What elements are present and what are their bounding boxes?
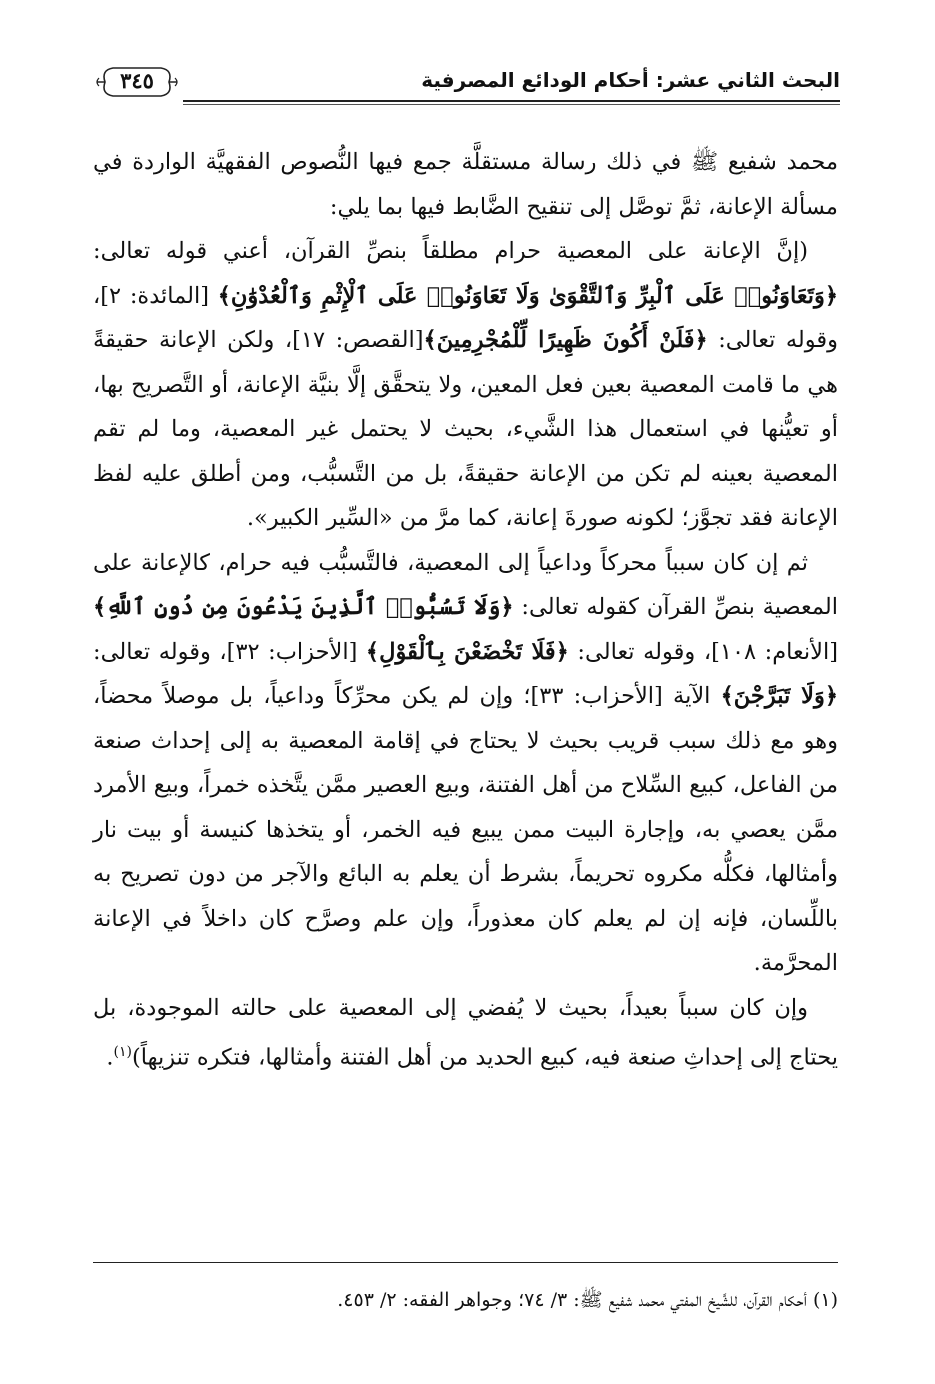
header-rule: [183, 100, 840, 102]
paragraph-1: محمد شفيع ﷺ في ذلك رسالة مستقلَّة جمع فيها النُّصوص الفقهيَّة الواردة في مسألة الإعانة، ثمَّ توصَّل إلى تنقيح الضَّابط فيها بما يلي:: [93, 149, 838, 220]
quran-verse: ﴿وَتَعَاوَنُوا۟ عَلَى ٱلْبِرِّ وَٱلتَّقْوَىٰ وَلَا تَعَاوَنُوا۟ عَلَى ٱلْإِثْمِ وَٱلْعُدْوَٰنِ﴾: [217, 282, 838, 309]
header-rule-thin: [183, 104, 840, 105]
quran-verse: ﴿فَلَنْ أَكُونَ ظَهِيرًا لِّلْمُجْرِمِينَ﴾: [423, 327, 708, 353]
quran-verse: ﴿فَلَا تَخْضَعْنَ بِٱلْقَوْلِ﴾: [365, 638, 569, 665]
quran-verse: ﴿وَلَا تَسُبُّوا۟ ٱلَّذِينَ يَدْعُونَ مِن دُونِ ٱللَّهِ﴾: [93, 594, 514, 620]
running-header: [95, 58, 840, 106]
paragraph-2: (إنَّ الإعانة على المعصية حرام مطلقاً بنصِّ القرآن، أعني قوله تعالى: ﴿وَتَعَاوَنُوا۟ عَلَى ٱلْبِرِّ وَٱلتَّقْوَىٰ وَلَا تَعَاوَنُوا۟ عَلَى ٱلْإِثْمِ وَٱلْعُدْوَٰنِ﴾ [المائدة: ٢]، وقوله تعالى: ﴿فَلَنْ أَكُونَ ظَهِيرًا لِّلْمُجْرِمِينَ﴾[القصص: ١٧]، ولكن الإعانة حقيقةً هي ما قامت المعصية بعين فعل المعين، ولا يتحقَّق إلَّا بنيَّة الإعانة، أو التَّصريح بها، أو تعيُّنها في استعمال هذا الشَّيء، بحيث لا يحتمل غير المعصية، وما لم تقم المعصية بعينه لم تكن من الإعانة حقيقةً، بل من التَّسبُّب، ومن أطلق عليه لفظ الإعانة فقد تجوَّز؛ لكونه صورةَ إعانة، كما مرَّ من «السِّير الكبير».: [93, 238, 838, 531]
footnote-reference: (١): [113, 1044, 132, 1060]
footnote: (١) أحكام القرآن، للشَّيخ المفتي محمد شفيع ﷺ: ٣/ ٧٤؛ وجواهر الفقه: ٢/ ٤٥٣.: [337, 1289, 838, 1311]
footnote-rule: [93, 1262, 838, 1263]
paragraph-3: ثم إن كان سبباً محركاً وداعياً إلى المعصية، فالتَّسبُّب فيه حرام، كالإعانة على المعصية بنصِّ القرآن كقوله تعالى: ﴿وَلَا تَسُبُّوا۟ ٱلَّذِينَ يَدْعُونَ مِن دُونِ ٱللَّهِ﴾ [الأنعام: ١٠٨]، وقوله تعالى: ﴿فَلَا تَخْضَعْنَ بِٱلْقَوْلِ﴾ [الأحزاب: ٣٢]، وقوله تعالى: ﴿وَلَا تَبَرَّجْنَ﴾ الآية [الأحزاب: ٣٣]؛ وإن لم يكن محرِّكاً وداعياً، بل موصلاً محضاً، وهو مع ذلك سبب قريب بحيث لا يحتاج في إقامة المعصية به إلى إحداث صنعة من الفاعل، كبيع السِّلاح من أهل الفتنة، وبيع العصير ممَّن يتَّخذه خمراً، وبيع الأمرد ممَّن يعصي به، وإجارة البيت ممن يبيع فيه الخمر، أو يتخذها كنيسة أو بيت نار وأمثالها، فكلُّه مكروه تحريماً، بشرط أن يعلم به البائع والآجر من دون تصريح به باللِّسان، فإنه إن لم يعلم كان معذوراً، وإن علم وصرَّح كان داخلاً في الإعانة المحرَّمة.: [93, 549, 839, 976]
page-number: ٣٤٥: [120, 68, 154, 93]
main-text: [93, 140, 838, 1080]
page-number-ornament: [95, 62, 179, 100]
quran-verse: ﴿وَلَا تَبَرَّجْنَ﴾: [720, 683, 839, 709]
running-title: البحث الثاني عشر: أحكام الودائع المصرفية: [421, 68, 840, 92]
paragraph-4: وإن كان سبباً بعيداً، بحيث لا يُفضي إلى المعصية على حالته الموجودة، بل يحتاج إلى إحداثِ صنعة فيه، كبيع الحديد من أهل الفتنة وأمثالها، فتكره تنزيهاً)$^{(١)}$.: [93, 994, 838, 1071]
